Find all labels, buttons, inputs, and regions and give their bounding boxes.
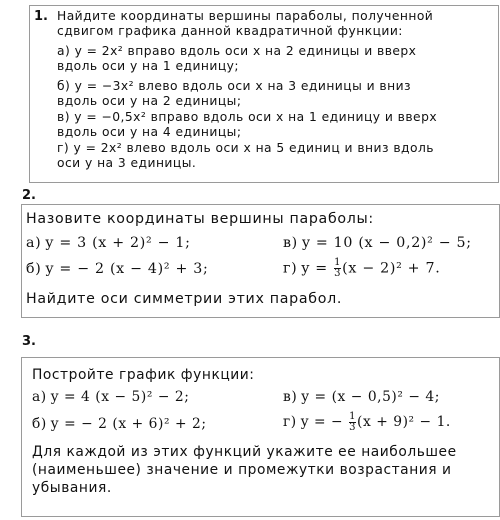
task2-intro: Назовите координаты вершины параболы: (26, 211, 374, 227)
fraction-denominator: 3 (349, 422, 357, 433)
task2-item-v-expr: y = 10 (x − 0,2)² − 5; (301, 235, 472, 251)
task2-item-b-expr: y = − 2 (x − 4)² + 3; (45, 261, 209, 277)
task3-item-v-label: в) (283, 389, 298, 405)
task2-item-g-post: (x − 2)² + 7. (342, 260, 441, 277)
task3-item-v-expr: y = (x − 0,5)² − 4; (301, 389, 440, 405)
task2-number: 2. (22, 188, 36, 203)
task2-item-g-label: г) (283, 260, 298, 277)
task3-item-g-pre: y = − (300, 414, 344, 430)
task2-item-a (26, 235, 191, 251)
task1-item-v-line2: вдоль оси y на 4 единицы; (57, 125, 242, 139)
task3-outro-line3: убывания. (32, 480, 112, 496)
task3-item-a-expr: y = 4 (x − 5)² − 2; (50, 389, 190, 405)
task2-item-a-label: а) (26, 235, 42, 251)
task3-item-b (32, 416, 207, 432)
fraction-denominator: 3 (334, 268, 342, 279)
task2-item-g-fraction (334, 258, 341, 279)
task3-outro-line2: (наименьшее) значение и промежутки возрастания и (32, 462, 452, 478)
task3-item-v (283, 389, 440, 405)
task1-item-v-line1: в) y = −0,5x² вправо вдоль оси x на 1 единицу и вверх (57, 110, 438, 124)
task3-item-g (283, 412, 451, 433)
task1-item-b-line1: б) y = −3x² влево вдоль оси x на 3 единицы и вниз (57, 79, 412, 93)
task2-outro: Найдите оси симметрии этих парабол. (26, 291, 343, 307)
task1-item-a-line1: а) y = 2x² вправо вдоль оси x на 2 единицы и вверх (57, 44, 417, 58)
task1-number: 1. (34, 9, 48, 24)
task3-number: 3. (22, 334, 36, 349)
task1-intro-line1: Найдите координаты вершины параболы, полученной (57, 9, 434, 23)
task2-item-b (26, 261, 208, 277)
task3-item-b-label: б) (32, 416, 47, 432)
task2-item-g-pre: y = (301, 260, 328, 277)
task3-item-a (32, 389, 189, 405)
task1-item-a-line2: вдоль оси y на 1 единицу; (57, 59, 240, 73)
fraction-numerator: 1 (349, 411, 357, 422)
task3-item-a-label: а) (32, 389, 47, 405)
task2-item-g (283, 258, 440, 279)
task1-item-g-line1: г) y = 2x² влево вдоль оси x на 5 единиц и вниз вдоль (57, 141, 434, 155)
task1-item-b-line2: вдоль оси y на 2 единицы; (57, 94, 242, 108)
fraction-numerator: 1 (334, 257, 342, 268)
task3-outro-line1: Для каждой из этих функций укажите ее наибольшее (32, 444, 457, 460)
task2-item-v-label: в) (283, 235, 298, 251)
task3-intro: Постройте график функции: (32, 367, 255, 383)
task2-item-b-label: б) (26, 261, 42, 277)
task1-item-g-line2: оси y на 3 единицы. (57, 156, 197, 170)
task3-item-g-fraction (349, 412, 356, 433)
task3-item-g-label: г) (283, 414, 297, 430)
task2-item-v (283, 235, 472, 251)
task1-intro-line2: сдвигом графика данной квадратичной функции: (57, 24, 403, 38)
task2-item-a-expr: y = 3 (x + 2)² − 1; (45, 235, 191, 251)
task3-item-b-expr: y = − 2 (x + 6)² + 2; (50, 416, 207, 432)
task3-item-g-post: (x + 9)² − 1. (357, 414, 451, 430)
